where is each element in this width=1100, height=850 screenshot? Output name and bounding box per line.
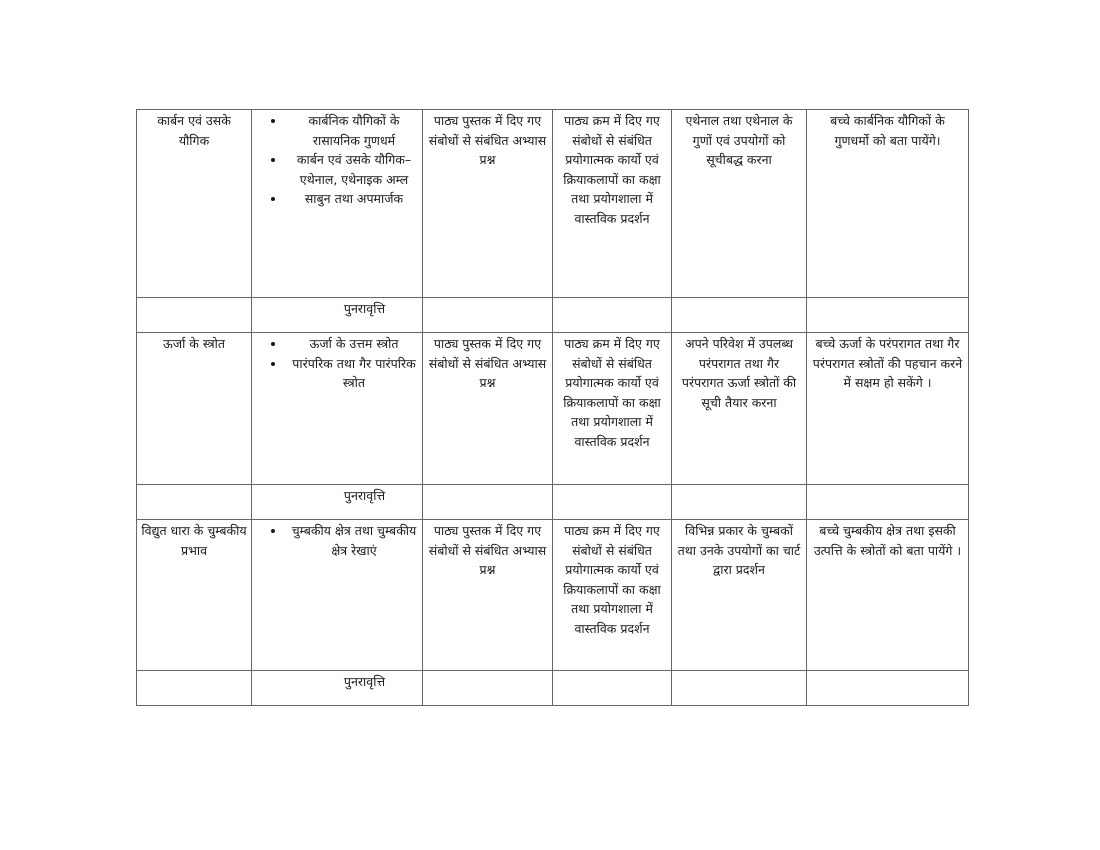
textbook-cell: पाठ्य पुस्तक में दिए गए संबोधों से संबंधित अभ्यास प्रश्न xyxy=(423,520,553,671)
revision-row xyxy=(137,671,969,706)
empty-cell xyxy=(137,671,252,706)
revision-row xyxy=(137,298,969,333)
list-item: • ऊर्जा के उत्तम स्त्रोत xyxy=(286,334,418,354)
empty-cell xyxy=(423,671,553,706)
revision-label: पुनरावृत्ति xyxy=(343,488,386,503)
revision-row xyxy=(137,485,969,520)
chapter-cell: विद्युत धारा के चुम्बकीय प्रभाव xyxy=(137,520,252,671)
chapter-cell: ऊर्जा के स्त्रोत xyxy=(137,333,252,485)
revision-cell xyxy=(252,298,423,333)
empty-cell xyxy=(672,485,807,520)
revision-label: पुनरावृत्ति xyxy=(343,674,386,689)
topic-list xyxy=(256,111,418,209)
activity-cell: विभिन्न प्रकार के चुम्बकों तथा उनके उपयोगों का चार्ट द्वारा प्रदर्शन xyxy=(672,520,807,671)
table-row xyxy=(137,520,969,671)
empty-cell xyxy=(137,298,252,333)
topics-cell xyxy=(252,110,423,298)
empty-cell xyxy=(553,298,672,333)
textbook-cell: पाठ्य पुस्तक में दिए गए संबोधों से संबंधित अभ्यास प्रश्न xyxy=(423,110,553,298)
outcome-cell: बच्चे ऊर्जा के परंपरागत तथा गैर परंपरागत स्त्रोतों की पहचान करने में सक्षम हो सकेंगे । xyxy=(807,333,969,485)
empty-cell xyxy=(553,671,672,706)
topics-cell xyxy=(252,520,423,671)
list-item: • कार्बनिक यौगिकों के रासायनिक गुणधर्म xyxy=(286,111,418,150)
activity-cell: अपने परिवेश में उपलब्ध परंपरागत तथा गैर परंपरागत ऊर्जा स्त्रोतों की सूची तैयार करना xyxy=(672,333,807,485)
list-item: • पारंपरिक तथा गैर पारंपरिक स्त्रोत xyxy=(286,354,418,393)
practical-cell: पाठ्य क्रम में दिए गए संबोधों से संबंधित प्रयोगात्मक कार्यो एवं क्रियाकलापों का कक्षा तथा प्रयोगशाला में वास्तविक प्रदर्शन xyxy=(553,520,672,671)
chapter-cell: कार्बन एवं उसके यौगिक xyxy=(137,110,252,298)
curriculum-table xyxy=(136,109,969,706)
activity-cell: एथेनाल तथा एथेनाल के गुणों एवं उपयोगों को सूचीबद्ध करना xyxy=(672,110,807,298)
empty-cell xyxy=(137,485,252,520)
list-item: • कार्बन एवं उसके यौगिक– एथेनाल, एथेनाइक अम्ल xyxy=(286,150,418,189)
outcome-cell: बच्चे चुम्बकीय क्षेत्र तथा इसकी उत्पत्ति के स्त्रोतों को बता पायेंगे । xyxy=(807,520,969,671)
topic-list xyxy=(256,521,418,560)
practical-cell: पाठ्य क्रम में दिए गए संबोधों से संबंधित प्रयोगात्मक कार्यो एवं क्रियाकलापों का कक्षा तथा प्रयोगशाला में वास्तविक प्रदर्शन xyxy=(553,333,672,485)
topics-cell xyxy=(252,333,423,485)
outcome-cell: बच्चे कार्बनिक यौगिकों के गुणधर्मो को बता पायेंगे। xyxy=(807,110,969,298)
empty-cell xyxy=(672,298,807,333)
empty-cell xyxy=(807,298,969,333)
empty-cell xyxy=(423,298,553,333)
empty-cell xyxy=(553,485,672,520)
empty-cell xyxy=(807,671,969,706)
table-row xyxy=(137,333,969,485)
list-item: • चुम्बकीय क्षेत्र तथा चुम्बकीय क्षेत्र रेखाएं xyxy=(286,521,418,560)
topic-list xyxy=(256,334,418,393)
revision-cell xyxy=(252,485,423,520)
empty-cell xyxy=(807,485,969,520)
empty-cell xyxy=(423,485,553,520)
revision-cell xyxy=(252,671,423,706)
revision-label: पुनरावृत्ति xyxy=(343,301,386,316)
table-row xyxy=(137,110,969,298)
empty-cell xyxy=(672,671,807,706)
textbook-cell: पाठ्य पुस्तक में दिए गए संबोधों से संबंधित अभ्यास प्रश्न xyxy=(423,333,553,485)
list-item: • साबुन तथा अपमार्जक xyxy=(286,189,418,209)
practical-cell: पाठ्य क्रम में दिए गए संबोधों से संबंधित प्रयोगात्मक कार्यो एवं क्रियाकलापों का कक्षा तथा प्रयोगशाला में वास्तविक प्रदर्शन xyxy=(553,110,672,298)
